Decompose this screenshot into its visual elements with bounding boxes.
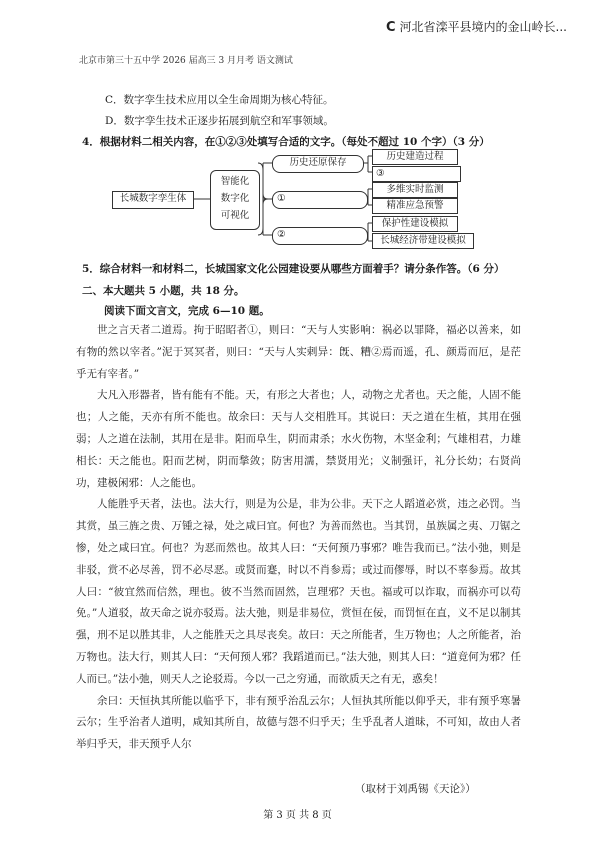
reading-instruction: 阅读下面文言文，完成 6—10 题。 — [104, 305, 270, 317]
branch-blank-1: ① — [272, 191, 368, 209]
diagram-mid-node — [210, 170, 260, 230]
passage-paragraph-2: 大凡入形器者，皆有能有不能。天，有形之大者也；人，动物之尤者也。天之能，人固不能也；人之能，天亦有所不能也。故余曰：天与人交相胜耳。其说曰：天之道在生植，其用在强弱；人之道在法制，其用在是非。阳而阜生，阴而肃杀；水火伤物，木坚金利；气雄相君，力雄相长：天之能也。阳而艺树，阴而揫敛；防害用濡，禁贤用光；义制强讦，礼分长幼；右贤尚功，建极闲邪：人之能也。 — [76, 389, 521, 489]
corner-option-text: 河北省滦平县境内的金山岭长... — [399, 20, 567, 34]
exam-title: 北京市第三十五中学 2026 届高三 3 月月考 语文测试 — [79, 56, 293, 66]
question-4-prompt: 4．根据材料二相关内容，在①②③处填写合适的文字。（每处不超过 10 个字）（3 分） — [82, 136, 490, 148]
question-5-prompt: 5．综合材料一和材料二，长城国家文化公园建设要从哪些方面着手？请分条作答。（6 分） — [82, 263, 505, 275]
mid-label-intelligent: 智能化 — [220, 176, 250, 187]
leaf-economic-simulation: 长城经济带建设模拟 — [372, 233, 474, 249]
leaf-emergency-warning: 精准应急预警 — [372, 198, 458, 214]
mid-label-visual: 可视化 — [220, 210, 250, 221]
branch-history-restore: 历史还原保存 — [272, 155, 364, 173]
leaf-protective-simulation: 保护性建设模拟 — [372, 216, 458, 232]
branch-blank-2: ② — [272, 227, 368, 245]
diagram-root-node: 长城数字孪生体 — [112, 191, 194, 209]
mid-label-digital: 数字化 — [220, 193, 250, 204]
corner-option-label: C — [386, 20, 396, 35]
passage-paragraph-4: 余曰：天恒执其所能以临乎下，非有预乎治乱云尔；人恒执其所能以仰乎天，非有预乎寒暑云尔；生乎治者人道明，咸知其所自，故德与怨不归乎天；生乎乱者人道昧，不可知，故由人者举归乎天，非天预乎人尔 — [76, 694, 521, 751]
section-2-heading: 二、本大题共 5 小题，共 18 分。 — [82, 285, 245, 297]
passage-source: （取材于刘禹锡《天论》） — [355, 783, 476, 795]
leaf-realtime-monitoring: 多维实时监测 — [372, 182, 458, 198]
leaf-construction-process: 历史建造过程 — [372, 149, 458, 165]
page-footer: 第 3 页 共 8 页 — [263, 810, 332, 821]
leaf-blank-3: ③ — [372, 166, 461, 182]
passage-paragraph-3: 人能胜乎天者，法也。法大行，则是为公是，非为公非。天下之人蹈道必赏，违之必罚。当其赏，虽三旌之贵、万锺之禄，处之咸曰宜。何也？为善而然也。当其罚，虽族属之夷、刀锯之惨，处之咸曰宜。何也？为恶而然也。故其人曰：“天何预乃事邪？唯告我而已。”法小弛，则是非驳，赏不必尽善，罚不必尽恶。或贤而蹇，时以不肖参焉；或过而僇辱，时以不辜参焉。故其人曰：“彼宜然而信然，理也。彼不当然而固然，岂理邪？天也。福或可以诈取，而祸亦可以苟免。”人道驳，故天命之说亦驳焉。法大弛，则是非易位，赏恒在佞，而罚恒在直，义不足以制其强，刑不足以胜其非，人之能胜天之具尽丧矣。故曰：天之所能者，生万物也；人之所能者，治万物也。法大行，则其人曰：“天何预人邪？我蹈道而已。”法大弛，则其人曰：“道竟何为邪？任人而已。”法小弛，则天人之论驳焉。今以一己之穷通，而欲质天之有无，惑矣！ — [76, 498, 521, 685]
classical-passage — [76, 320, 521, 756]
option-c: C．数字孪生技术应用以全生命周期为核心特征。 — [105, 94, 334, 106]
option-d: D．数字孪生技术正逐步拓展到航空和军事领域。 — [105, 115, 334, 127]
passage-paragraph-1: 世之言天者二道焉。拘于昭昭者①，则曰：“天与人实影响：祸必以罪降，福必以善来，如有物的然以宰者。”泥于冥冥者，则曰：“天与人实剌异：旣、糟②焉而遥，孔、颜焉而厄，是茫乎无有宰者。” — [76, 324, 521, 380]
